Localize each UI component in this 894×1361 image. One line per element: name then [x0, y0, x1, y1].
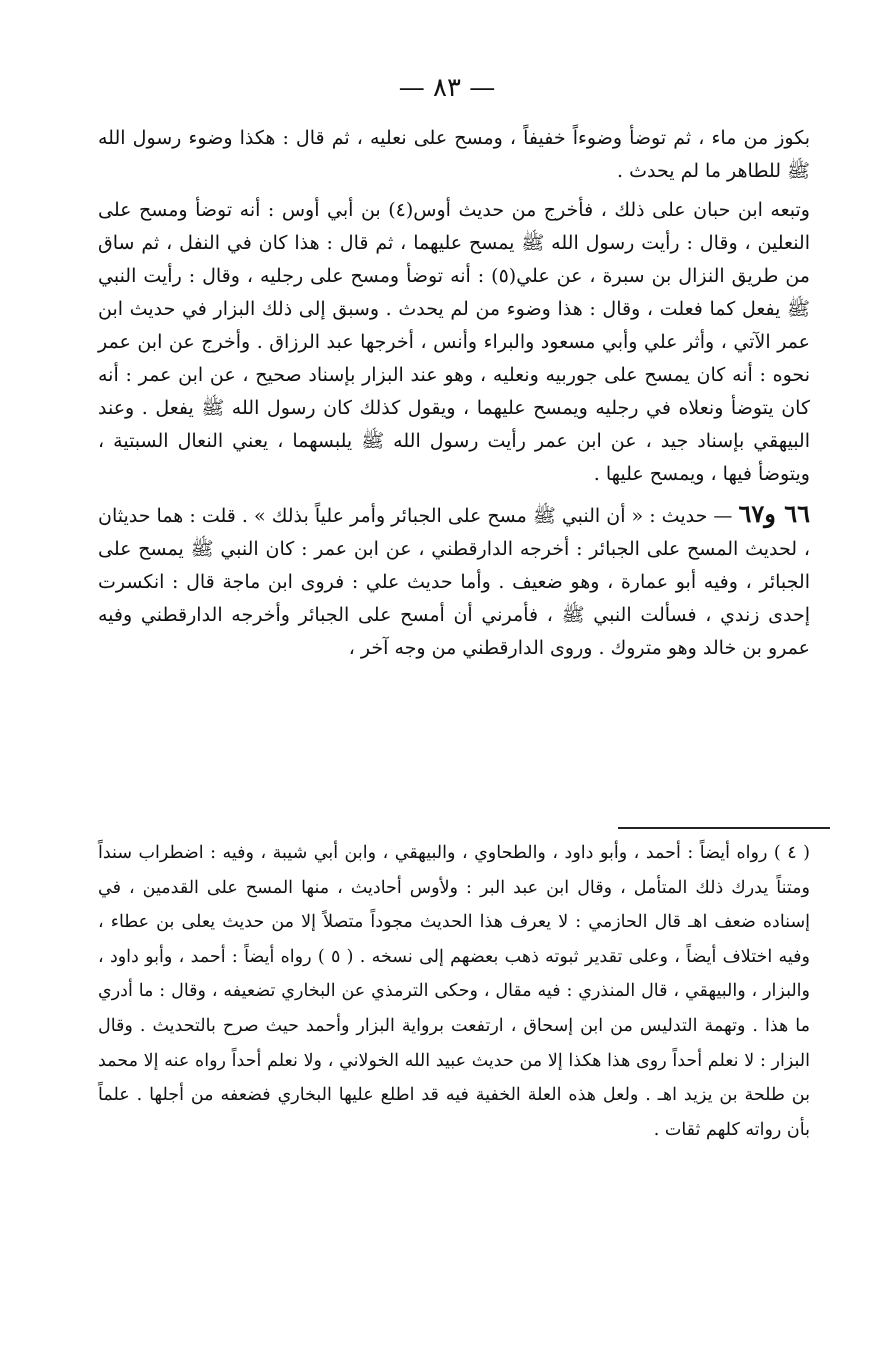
hadith-number: ٦٦ و٦٧: [738, 499, 810, 528]
main-text: [98, 122, 810, 671]
paragraph-1: بكوز من ماء ، ثم توضأ وضوءاً خفيفاً ، ومسح على نعليه ، ثم قال : هكذا وضوء رسول الله ﷺ للطاهر ما لم يحدث .: [98, 127, 810, 182]
page-number: — ٨٣ —: [398, 73, 496, 103]
paragraph-3-text: — حديث : « أن النبي ﷺ مسح على الجبائر وأمر علياً بذلك » . قلت : هما حديثان ، لحديث المسح على الجبائر : أخرجه الدارقطني ، عن ابن عمر : كان النبي ﷺ يمسح على الجبائر ، وفيه أبو عمارة ، وهو ضعيف . وأما حديث علي : فروى ابن ماجة قال : انكسرت إحدى زندي ، فسألت النبي ﷺ ، فأمرني أن أمسح على الجبائر وأخرجه الدارقطني وفيه عمرو بن خالد وهو متروك . وروى الدارقطني من وجه آخر ،: [98, 505, 810, 659]
footnote-text: ( ٤ ) رواه أيضاً : أحمد ، وأبو داود ، والطحاوي ، والبيهقي ، وابن أبي شيبة ، وفيه : اضطراب سنداً ومتناً يدرك ذلك المتأمل ، وقال ابن عبد البر : ولأوس أحاديث ، منها المسح على القدمين ، في إسناده ضعف اهـ قال الحازمي : لا يعرف هذا الحديث مجوداً متصلاً إلا من حديث يعلى بن عطاء ، وفيه اختلاف أيضاً ، وعلى تقدير ثبوته ذهب بعضهم إلى نسخه . ( ٥ ) رواه أيضاً : أحمد ، وأبو داود ، والبزار ، والبيهقي ، قال المنذري : فيه مقال ، وحكى الترمذي عن البخاري تضعيفه ، وقال : ما أدري ما هذا . وتهمة التدليس من ابن إسحاق ، ارتفعت برواية البزار وأحمد حيث صرح بالتحديث . وقال البزار : لا نعلم أحداً روى هذا هكذا إلا من حديث عبيد الله الخولاني ، ولا نعلم أحداً رواه عنه إلا محمد بن طلحة بن يزيد اهـ . ولعل هذه العلة الخفية فيه قد اطلع عليها البخاري فضعفه من أجلها . علماً بأن رواته كلهم ثقات .: [98, 843, 811, 1140]
paragraph-3: [98, 497, 810, 665]
footnotes: [98, 836, 810, 1147]
footnote-divider: [618, 827, 830, 829]
paragraph-2: وتبعه ابن حبان على ذلك ، فأخرج من حديث أوس(٤) بن أبي أوس : أنه توضأ ومسح على النعلين ، وقال : رأيت رسول الله ﷺ يمسح عليهما ، ثم قال : هذا كان في النفل ، ثم ساق من طريق النزال بن سبرة ، عن علي(٥) : أنه توضأ ومسح على رجليه ، وقال : رأيت النبي ﷺ يفعل كما فعلت ، وقال : هذا وضوء من لم يحدث . وسبق إلى ذلك البزار في حديث ابن عمر الآتي ، وأثر علي وأبي مسعود والبراء وأنس ، أخرجها عبد الرزاق . وأخرج عن ابن عمر نحوه : أنه كان يمسح على جوربيه ونعليه ، وهو عند البزار بإسناد صحيح ، عن ابن عمر : أنه كان يتوضأ ونعلاه في رجليه ويمسح عليهما ، ويقول كذلك كان رسول الله ﷺ يفعل . وعند البيهقي بإسناد جيد ، عن ابن عمر رأيت رسول الله ﷺ يلبسهما ، يعني النعال السبتية ، ويتوضأ فيها ، ويمسح عليها .: [98, 199, 810, 485]
